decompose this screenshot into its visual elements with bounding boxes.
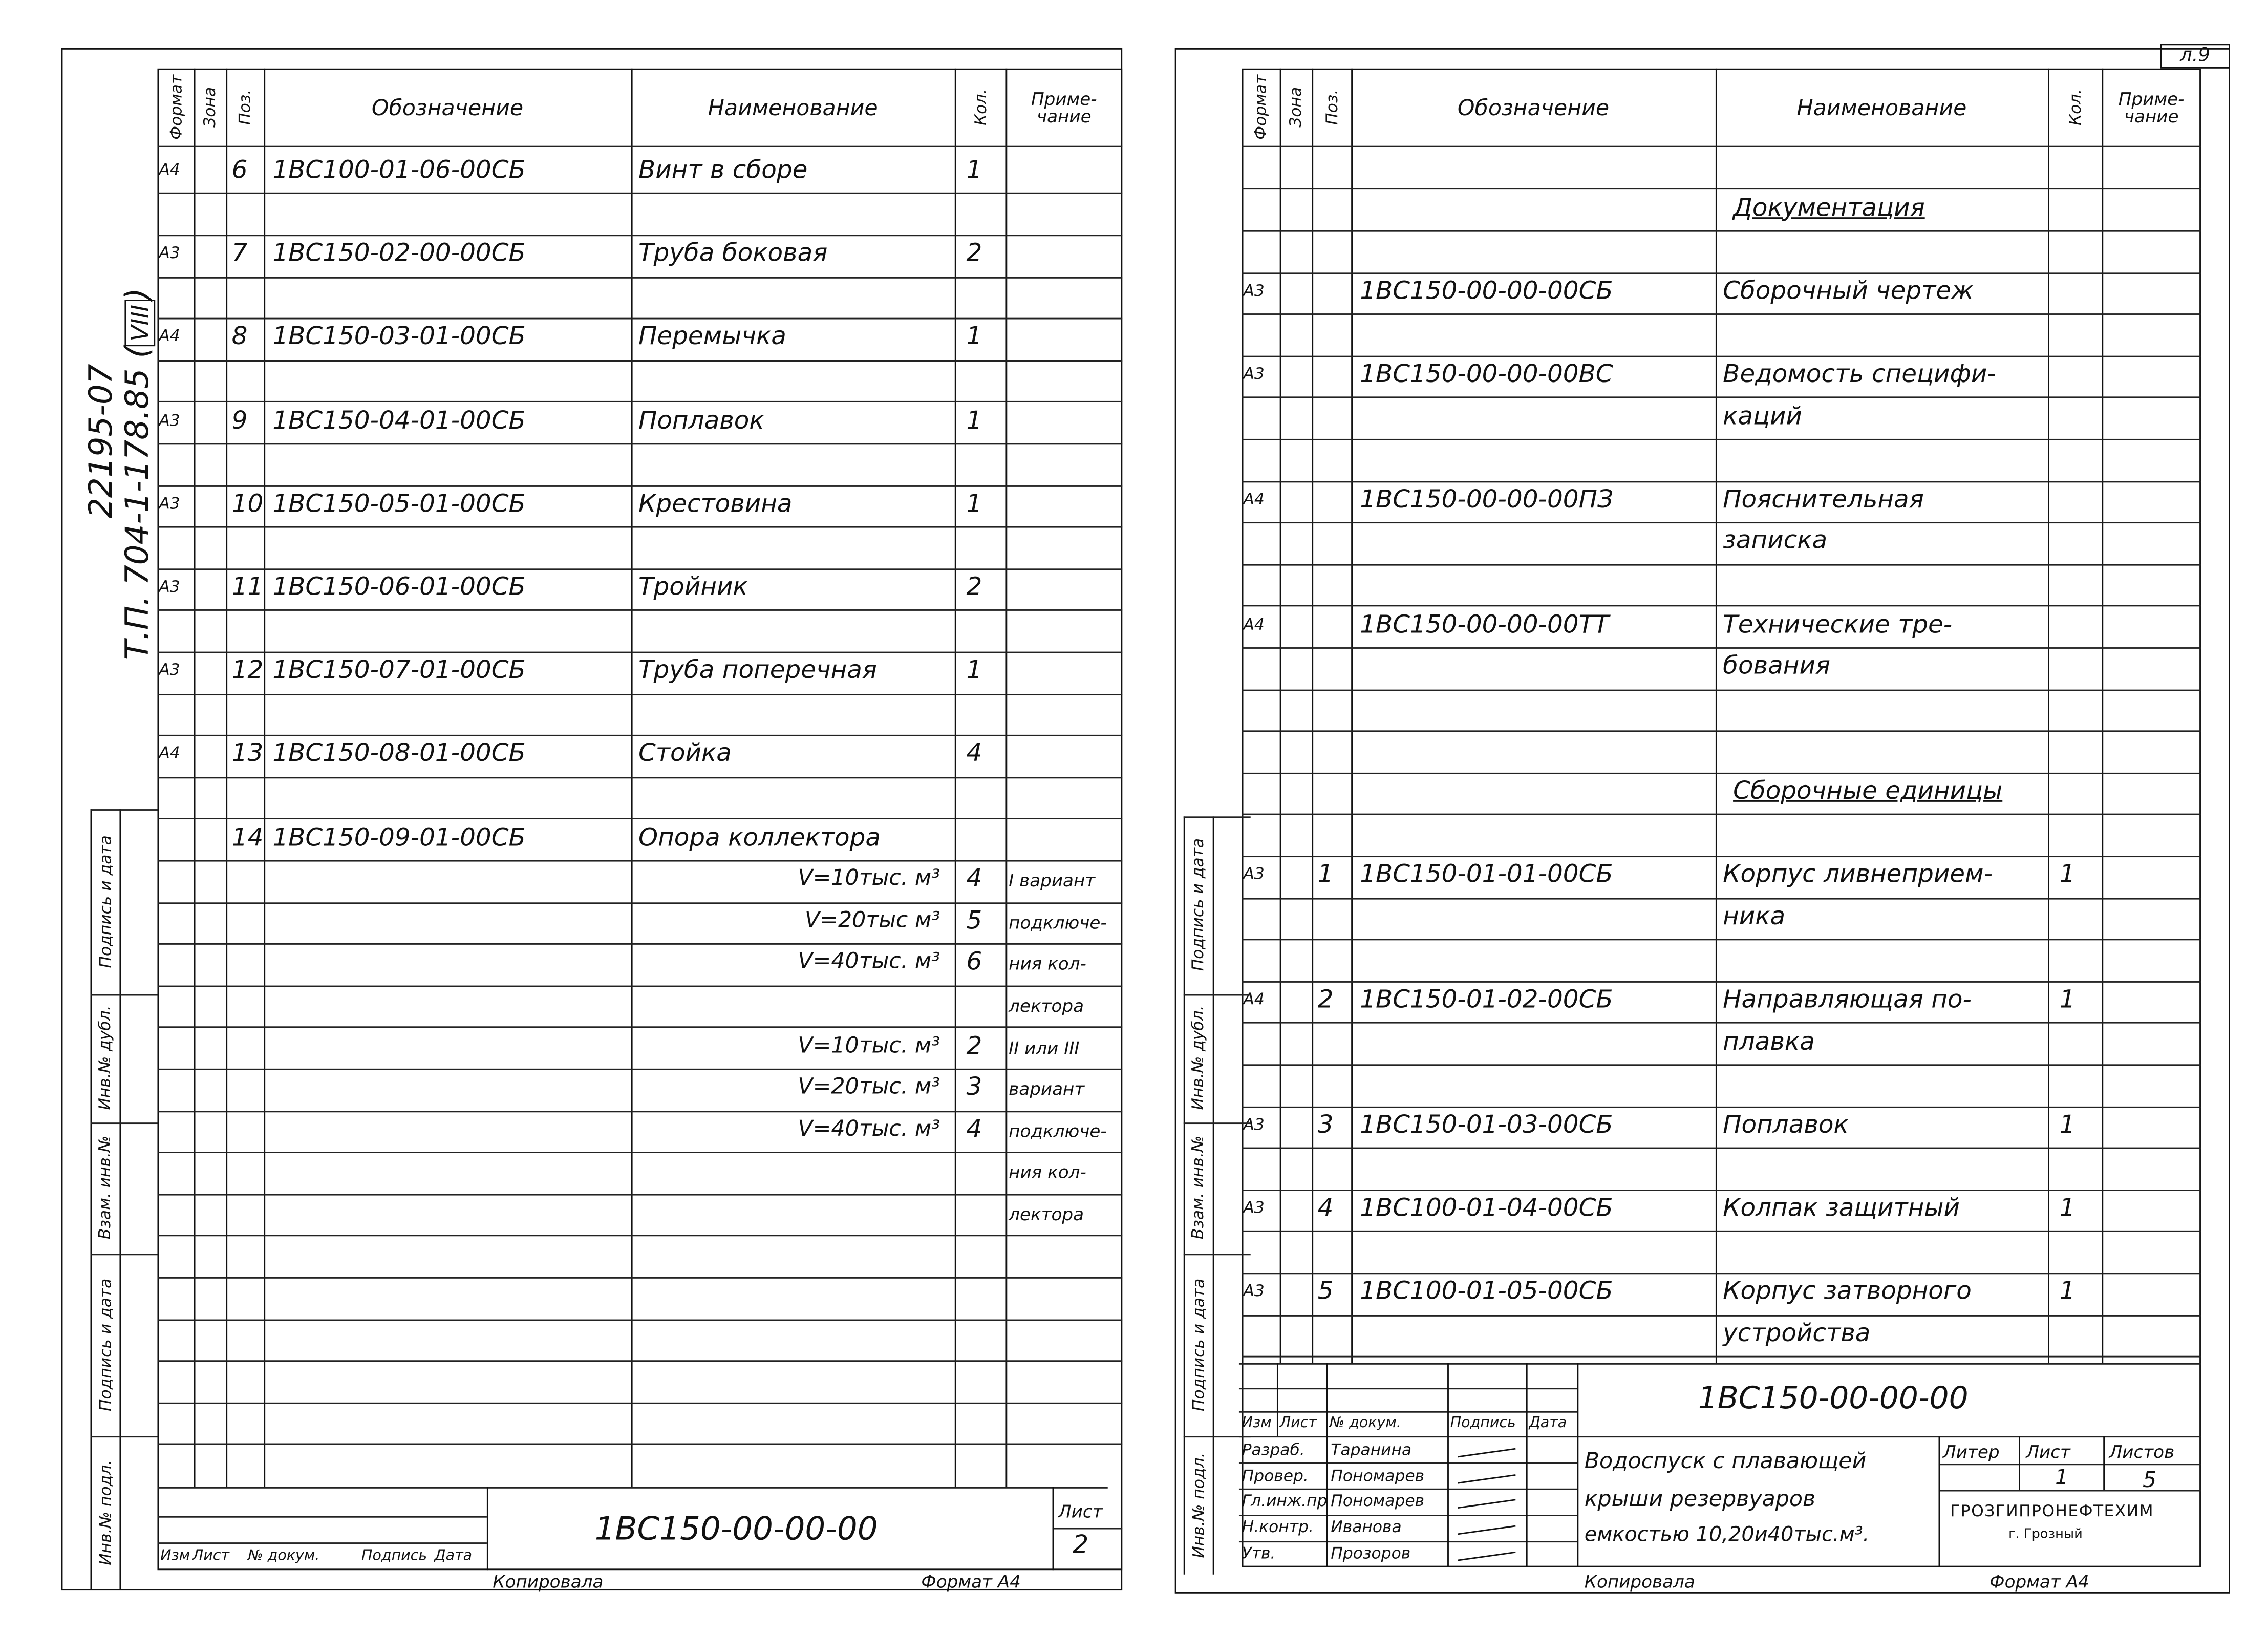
row-format: А3 — [159, 577, 180, 597]
row-designation: 1ВС150-00-00-00ПЗ — [1360, 485, 1614, 515]
row-name: плавка — [1723, 1027, 1815, 1056]
right-designation: 1ВС150-00-00-00 — [1698, 1381, 1969, 1416]
row-designation: 1ВС150-02-00-00СБ — [272, 239, 526, 269]
row-format: А4 — [159, 160, 180, 180]
header-qty: Кол. — [971, 88, 990, 125]
row-designation: 1ВС150-09-01-00СБ — [272, 823, 526, 853]
row-quantity: 1 — [966, 156, 982, 185]
title-label-sign: Подпись — [361, 1548, 427, 1564]
stamp-border — [119, 809, 121, 1589]
row-divider — [1242, 1023, 2201, 1024]
row-quantity: 2 — [966, 572, 982, 602]
row-designation: 1ВС150-00-00-00ВС — [1360, 360, 1613, 390]
row-format: А3 — [1243, 281, 1265, 300]
row-quantity: 4 — [966, 739, 982, 769]
signature-role: Н.контр. — [1242, 1517, 1314, 1537]
column-divider — [2048, 69, 2049, 1363]
row-divider — [157, 1027, 1122, 1028]
row-quantity: 1 — [966, 323, 982, 352]
row-quantity: 2 — [966, 1031, 982, 1061]
sheet-value: 1 — [2055, 1467, 2068, 1490]
row-divider — [1242, 897, 2201, 899]
row-position: 1 — [1317, 860, 1334, 890]
stamp-label: Подпись и дата — [95, 1278, 115, 1411]
row-name: Винт в сборе — [638, 156, 808, 185]
row-name: Пояснительная — [1723, 485, 1924, 515]
title-line-1: Водоспуск с плавающей — [1584, 1448, 1867, 1474]
rtitle-label-date: Дата — [1529, 1415, 1567, 1432]
row-name: Колпак защитный — [1723, 1194, 1960, 1223]
header-format: Формат — [1251, 74, 1271, 139]
row-position: 13 — [231, 739, 264, 769]
row-divider — [157, 1361, 1122, 1362]
row-note: вариант — [1009, 1079, 1085, 1100]
row-note: II или III — [1009, 1037, 1080, 1058]
row-divider — [1242, 397, 2201, 398]
stamp-label: Инв.№ подл. — [1188, 1452, 1208, 1558]
row-name: Ведомость специфи- — [1723, 360, 1996, 390]
row-name: устройства — [1723, 1319, 1871, 1348]
row-designation: 1ВС150-07-01-00СБ — [272, 656, 526, 686]
row-divider — [1242, 939, 2201, 941]
signature-role: Провер. — [1242, 1466, 1309, 1486]
row-designation: 1ВС100-01-06-00СБ — [272, 156, 526, 185]
header-designation: Обозначение — [1457, 94, 1610, 120]
column-divider — [1351, 69, 1353, 1363]
row-volume: V=10тыс. м³ — [798, 864, 940, 892]
left-sheet-number: 2 — [1073, 1531, 1089, 1560]
sheets-label: Листов — [2109, 1441, 2175, 1462]
header-note: Приме-чание — [2118, 88, 2185, 126]
header-format: Формат — [166, 74, 185, 139]
row-divider — [157, 1277, 1122, 1279]
row-quantity: 5 — [966, 906, 982, 936]
signature-role: Разраб. — [1242, 1440, 1305, 1459]
row-format: А3 — [159, 661, 180, 680]
sheet-number-label: л.9 — [2160, 44, 2230, 68]
row-divider — [157, 1194, 1122, 1195]
side-code-1: 22195-07 — [83, 364, 120, 519]
row-designation: 1ВС150-04-01-00СБ — [272, 406, 526, 436]
row-divider — [1242, 480, 2201, 482]
side-code-2: Т.П. 704-1-178.85 (VIII) — [120, 288, 157, 660]
organization: ГРОЗГИПРОНЕФТЕХИМ — [1950, 1501, 2154, 1521]
row-divider — [157, 443, 1122, 444]
header-qty: Кол. — [2065, 88, 2085, 125]
row-volume: V=40тыс. м³ — [798, 1115, 940, 1141]
row-quantity: 1 — [2059, 1110, 2076, 1140]
row-divider — [157, 526, 1122, 528]
row-divider — [1242, 522, 2201, 523]
row-format: А4 — [1243, 990, 1265, 1009]
row-divider — [157, 1152, 1122, 1153]
signature-name: Таранина — [1331, 1440, 1412, 1459]
row-divider — [1242, 605, 2201, 607]
row-name: Направляющая по- — [1723, 985, 1972, 1015]
row-divider — [1242, 188, 2201, 190]
row-divider — [157, 1069, 1122, 1070]
right-copied-label: Копировала — [1584, 1572, 1695, 1592]
signature-name: Прозоров — [1331, 1543, 1411, 1563]
row-divider — [1242, 772, 2201, 774]
row-designation: 1ВС150-00-00-00СБ — [1360, 277, 1613, 306]
row-divider — [157, 359, 1122, 361]
row-name: Сборочный чертеж — [1723, 277, 1974, 306]
row-divider — [1242, 439, 2201, 440]
row-quantity: 4 — [966, 864, 982, 894]
row-volume: V=20тыс м³ — [804, 906, 940, 933]
signature-name: Пономарев — [1331, 1492, 1425, 1511]
row-volume: V=20тыс. м³ — [798, 1073, 940, 1100]
stamp-border — [1213, 816, 1214, 1574]
right-format-label: Формат А4 — [1989, 1572, 2089, 1592]
stamp-label: Взам. инв.№ — [95, 1135, 115, 1240]
row-divider — [1242, 1273, 2201, 1274]
side-code-2-text: Т.П. 704-1-178.85 — [120, 368, 157, 660]
row-format: А3 — [159, 243, 180, 263]
title-line-2: крыши резервуаров — [1584, 1486, 1816, 1512]
row-divider — [1242, 1314, 2201, 1316]
row-name: ника — [1723, 902, 1786, 931]
side-code-2-roman: VIII — [124, 300, 155, 346]
row-divider — [1242, 731, 2201, 732]
row-format: А4 — [1243, 614, 1265, 634]
row-designation: 1ВС150-08-01-00СБ — [272, 739, 526, 769]
row-quantity: 1 — [966, 406, 982, 436]
header-note: Приме-чание — [1031, 88, 1097, 126]
rtitle-label-doc: № докум. — [1329, 1415, 1401, 1432]
row-divider — [157, 985, 1122, 987]
column-divider — [1312, 69, 1313, 1363]
row-designation: 1ВС150-06-01-00СБ — [272, 572, 526, 602]
row-position: 14 — [231, 823, 264, 853]
liter-label: Литер — [1943, 1441, 2000, 1462]
row-divider — [1242, 1106, 2201, 1107]
row-format: А4 — [159, 327, 180, 346]
row-name: Перемычка — [638, 323, 786, 352]
header-divider — [1242, 146, 2201, 147]
row-note: ния кол- — [1009, 954, 1086, 974]
row-divider — [157, 568, 1122, 569]
row-position: 8 — [231, 323, 248, 352]
rtitle-label-list: Лист — [1279, 1415, 1317, 1432]
column-divider — [1280, 69, 1281, 1363]
row-divider — [1242, 981, 2201, 982]
row-divider — [157, 1110, 1122, 1112]
row-designation: 1ВС150-01-02-00СБ — [1360, 985, 1613, 1015]
signature-name: Пономарев — [1331, 1466, 1425, 1486]
row-divider — [1242, 856, 2201, 857]
row-name: Стойка — [638, 739, 732, 769]
stamp-label: Подпись и дата — [95, 834, 115, 968]
header-name: Наименование — [1796, 94, 1967, 120]
row-divider — [157, 693, 1122, 695]
header-zone: Зона — [1286, 86, 1306, 127]
row-quantity: 3 — [966, 1073, 982, 1102]
row-divider — [1242, 647, 2201, 649]
row-position: 6 — [231, 156, 248, 185]
row-format: А3 — [1243, 364, 1265, 384]
row-divider — [157, 777, 1122, 778]
title-line-3: емкостью 10,20и40тыс.м³. — [1584, 1523, 1870, 1547]
row-quantity: 1 — [966, 656, 982, 686]
row-divider — [1242, 272, 2201, 273]
row-quantity: 1 — [966, 490, 982, 519]
row-divider — [157, 1402, 1122, 1404]
header-zone: Зона — [200, 86, 220, 127]
row-divider — [157, 1444, 1122, 1445]
row-designation: 1ВС150-03-01-00СБ — [272, 323, 526, 352]
header-designation: Обозначение — [371, 94, 524, 120]
row-name: Тройник — [638, 572, 748, 602]
row-position: 4 — [1317, 1194, 1334, 1223]
title-label-list: Лист — [192, 1548, 229, 1564]
title-label-date: Дата — [434, 1548, 473, 1564]
row-name: Поплавок — [638, 406, 764, 436]
rtitle-label-sign: Подпись — [1450, 1415, 1516, 1432]
left-designation: 1ВС150-00-00-00 — [594, 1512, 878, 1549]
row-divider — [157, 277, 1122, 278]
row-quantity: 1 — [2059, 1277, 2076, 1307]
row-divider — [157, 193, 1122, 195]
title-label-doc: № докум. — [247, 1548, 320, 1564]
row-position: 11 — [231, 572, 264, 602]
row-divider — [1242, 814, 2201, 815]
row-position: 2 — [1317, 985, 1334, 1015]
row-designation: 1ВС100-01-05-00СБ — [1360, 1277, 1613, 1307]
column-divider — [1716, 69, 1717, 1363]
row-designation: 1ВС150-05-01-00СБ — [272, 490, 526, 519]
row-note: лектора — [1009, 995, 1084, 1016]
signature-name: Иванова — [1331, 1517, 1402, 1537]
row-divider — [157, 735, 1122, 736]
row-name: Сборочные единицы — [1733, 777, 2003, 807]
stamp-label: Подпись и дата — [1188, 838, 1208, 971]
row-format: А3 — [1243, 1282, 1265, 1301]
row-name: бования — [1723, 652, 1831, 682]
row-name: Крестовина — [638, 490, 793, 519]
title-label-izm: Изм — [160, 1548, 190, 1564]
header-divider — [157, 146, 1122, 147]
row-position: 3 — [1317, 1110, 1334, 1140]
row-name: Поплавок — [1723, 1110, 1849, 1140]
stamp-border — [91, 809, 92, 1589]
stamp-label: Инв.№ дубл. — [95, 1005, 115, 1110]
left-format-label: Формат А4 — [921, 1572, 1021, 1592]
row-divider — [1242, 1231, 2201, 1233]
signature-role: Гл.инж.пр — [1242, 1492, 1328, 1511]
row-note: подключе- — [1009, 912, 1107, 933]
row-position: 7 — [231, 239, 248, 269]
stamp-label: Инв.№ дубл. — [1188, 1005, 1208, 1110]
row-divider — [1242, 355, 2201, 357]
row-name: Корпус затворного — [1723, 1277, 1972, 1307]
header-pos: Поз. — [235, 89, 254, 124]
left-copied-label: Копировала — [493, 1572, 604, 1592]
row-divider — [157, 818, 1122, 820]
stamp-label: Подпись и дата — [1188, 1278, 1208, 1411]
signature-role: Утв. — [1242, 1543, 1276, 1563]
column-divider — [2102, 69, 2103, 1363]
row-position: 12 — [231, 656, 264, 686]
stamp-border — [1184, 816, 1185, 1574]
row-quantity: 1 — [2059, 860, 2076, 890]
row-name: каций — [1723, 401, 1802, 431]
row-quantity: 1 — [2059, 1194, 2076, 1223]
row-divider — [157, 860, 1122, 861]
header-name: Наименование — [708, 94, 878, 120]
row-format: А3 — [1243, 864, 1265, 884]
row-divider — [1242, 689, 2201, 690]
row-name: Технические тре- — [1723, 610, 1953, 640]
sheet-label: Лист — [2026, 1441, 2070, 1462]
row-divider — [1242, 1356, 2201, 1358]
row-designation: 1ВС100-01-04-00СБ — [1360, 1194, 1613, 1223]
row-designation: 1ВС150-01-01-00СБ — [1360, 860, 1613, 890]
row-format: А4 — [159, 744, 180, 764]
row-divider — [157, 610, 1122, 611]
row-note: лектора — [1009, 1204, 1084, 1225]
row-designation: 1ВС150-00-00-00ТТ — [1360, 610, 1609, 640]
row-name: Документация — [1733, 193, 1925, 223]
row-volume: V=10тыс. м³ — [798, 1031, 940, 1058]
row-quantity: 1 — [2059, 985, 2076, 1015]
row-divider — [1242, 1148, 2201, 1149]
row-name: Опора коллектора — [638, 823, 881, 853]
row-name: Труба боковая — [638, 239, 828, 269]
row-divider — [1242, 230, 2201, 232]
row-format: А3 — [1243, 1198, 1265, 1218]
row-designation: 1ВС150-01-03-00СБ — [1360, 1110, 1613, 1140]
left-sheet-label: Лист — [1058, 1501, 1103, 1522]
row-divider — [157, 1235, 1122, 1237]
row-position: 5 — [1317, 1277, 1334, 1307]
row-quantity: 6 — [966, 948, 982, 978]
sheets-value: 5 — [2143, 1467, 2157, 1493]
row-divider — [157, 651, 1122, 653]
row-divider — [1242, 313, 2201, 315]
stamp-label: Взам. инв.№ — [1188, 1135, 1208, 1240]
row-divider — [1242, 1064, 2201, 1066]
row-position: 10 — [231, 490, 264, 519]
row-format: А3 — [159, 410, 180, 430]
row-divider — [157, 318, 1122, 320]
city: г. Грозный — [2008, 1528, 2083, 1543]
row-note: подключе- — [1009, 1120, 1107, 1141]
row-quantity: 2 — [966, 239, 982, 269]
row-note: I вариант — [1009, 871, 1096, 892]
stamp-label: Инв.№ подл. — [95, 1459, 115, 1565]
row-name: Труба поперечная — [638, 656, 878, 686]
row-format: А4 — [1243, 490, 1265, 509]
row-quantity: 4 — [966, 1115, 982, 1144]
row-divider — [157, 401, 1122, 403]
rtitle-label-izm: Изм — [1242, 1415, 1272, 1432]
row-divider — [157, 485, 1122, 486]
row-divider — [1242, 1189, 2201, 1191]
row-volume: V=40тыс. м³ — [798, 948, 940, 974]
header-pos: Поз. — [1322, 89, 1341, 124]
row-format: А3 — [1243, 1115, 1265, 1134]
row-divider — [157, 943, 1122, 945]
row-divider — [157, 235, 1122, 236]
row-divider — [157, 1319, 1122, 1320]
row-format: А3 — [159, 494, 180, 513]
row-divider — [157, 902, 1122, 903]
row-name: записка — [1723, 526, 1828, 556]
row-note: ния кол- — [1009, 1162, 1086, 1183]
row-divider — [1242, 564, 2201, 565]
row-name: Корпус ливнеприем- — [1723, 860, 1993, 890]
row-position: 9 — [231, 406, 248, 436]
